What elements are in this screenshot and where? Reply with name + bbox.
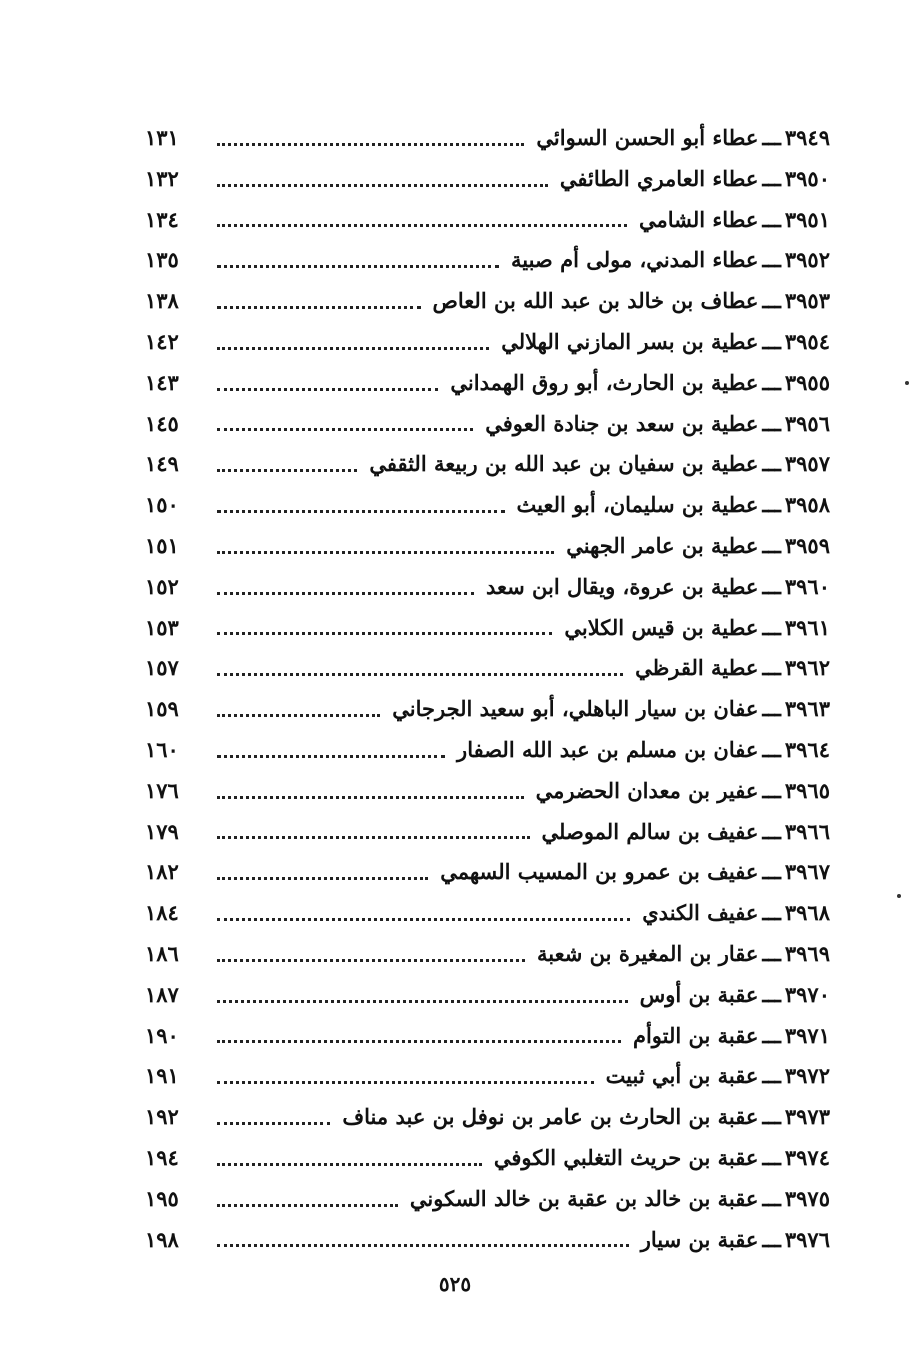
- entry-name: عفان بن سيار الباهلي، أبو سعيد الجرجاني: [392, 696, 759, 722]
- toc-entry: [145, 200, 830, 241]
- dot-leader: [217, 592, 474, 595]
- entry-number: ٣٩٧٣: [784, 1104, 830, 1130]
- entry-name: عطية بن بسر المازني الهلالي: [501, 328, 759, 354]
- toc-entry: [145, 1179, 830, 1220]
- toc-entry: [145, 485, 830, 526]
- margin-mark: [905, 381, 909, 385]
- entry-number: ٣٩٦٤: [784, 736, 830, 762]
- entry-number: ٣٩٥٤: [784, 328, 830, 354]
- dot-leader: [217, 1000, 628, 1003]
- entry-number: ٣٩٧٢: [784, 1063, 830, 1089]
- entry-name: عقبة بن الحارث بن عامر بن نوفل بن عبد مناف: [342, 1104, 759, 1130]
- entry-number: ٣٩٦٣: [784, 696, 830, 722]
- entry-number: ٣٩٦٥: [784, 777, 830, 803]
- entry-number: ٣٩٦٩: [784, 940, 830, 966]
- dot-leader: [217, 1040, 621, 1043]
- entry-number: ٣٩٧١: [784, 1022, 830, 1048]
- dot-leader: [217, 347, 489, 350]
- entry-page-number: ١٨٤: [145, 900, 179, 926]
- entry-separator: ـــ: [762, 206, 781, 232]
- toc-entry: [145, 444, 830, 485]
- entry-page-number: ١٣٤: [145, 206, 179, 232]
- entry-separator: ـــ: [762, 410, 781, 436]
- entry-separator: ـــ: [762, 165, 781, 191]
- entry-separator: ـــ: [762, 1144, 781, 1170]
- entry-name: عطية بن سليمان، أبو العيث: [516, 492, 759, 518]
- toc-entry: [145, 118, 830, 159]
- entry-name: عطاء العامري الطائفي: [559, 165, 759, 191]
- entry-separator: ـــ: [762, 573, 781, 599]
- entry-page-number: ١٦٠: [145, 736, 179, 762]
- entry-separator: ـــ: [762, 451, 781, 477]
- entry-name: عقبة بن التوأم: [632, 1022, 759, 1048]
- entry-page-number: ١٤٩: [145, 451, 179, 477]
- entry-number: ٣٩٦٢: [784, 655, 830, 681]
- entry-separator: ـــ: [762, 736, 781, 762]
- dot-leader: [217, 143, 524, 146]
- entry-number: ٣٩٧٤: [784, 1144, 830, 1170]
- toc-entry: [145, 363, 830, 404]
- toc-entry: [145, 812, 830, 853]
- toc-entry: [145, 975, 830, 1016]
- entry-page-number: ١٥٢: [145, 573, 179, 599]
- entry-separator: ـــ: [762, 859, 781, 885]
- entry-number: ٣٩٧٦: [784, 1226, 830, 1252]
- entry-number: ٣٩٧٠: [784, 981, 830, 1007]
- entry-name: عقبة بن خالد بن عقبة بن خالد السكوني: [409, 1185, 759, 1211]
- dot-leader: [217, 428, 473, 431]
- entry-page-number: ١٣٢: [145, 165, 179, 191]
- entry-page-number: ١٩٢: [145, 1104, 179, 1130]
- margin-mark: [897, 894, 901, 898]
- entry-number: ٣٩٦٧: [784, 859, 830, 885]
- entry-name: عقار بن المغيرة بن شعبة: [537, 940, 759, 966]
- dot-leader: [217, 1163, 482, 1166]
- dot-leader: [217, 224, 627, 227]
- entry-separator: ـــ: [762, 1022, 781, 1048]
- toc-entry: [145, 852, 830, 893]
- dot-leader: [217, 959, 525, 962]
- toc-entry: [145, 648, 830, 689]
- entry-separator: ـــ: [762, 1104, 781, 1130]
- dot-leader: [217, 836, 530, 839]
- toc-entry: [145, 771, 830, 812]
- entry-page-number: ١٤٢: [145, 328, 179, 354]
- table-of-contents: [145, 118, 830, 1260]
- entry-number: ٣٩٥٠: [784, 165, 830, 191]
- entry-number: ٣٩٥٥: [784, 369, 830, 395]
- entry-name: عطاء الشامي: [638, 206, 759, 232]
- dot-leader: [217, 796, 524, 799]
- dot-leader: [217, 714, 380, 717]
- entry-name: عطية بن عامر الجهني: [566, 532, 759, 558]
- entry-separator: ـــ: [762, 1226, 781, 1252]
- entry-name: عطية بن عروة، ويقال ابن سعد: [485, 573, 759, 599]
- entry-page-number: ١٤٣: [145, 369, 179, 395]
- entry-page-number: ١٣٨: [145, 288, 179, 314]
- entry-page-number: ١٧٦: [145, 777, 179, 803]
- entry-name: عقبة بن سيار: [640, 1226, 759, 1252]
- dot-leader: [217, 1081, 594, 1084]
- entry-number: ٣٩٦٠: [784, 573, 830, 599]
- dot-leader: [217, 551, 554, 554]
- entry-page-number: ١٨٢: [145, 859, 179, 885]
- entry-name: عقبة بن أبي ثبيت: [605, 1063, 759, 1089]
- toc-entry: [145, 934, 830, 975]
- entry-separator: ـــ: [762, 1063, 781, 1089]
- entry-separator: ـــ: [762, 1185, 781, 1211]
- toc-entry: [145, 1097, 830, 1138]
- toc-entry: [145, 526, 830, 567]
- dot-leader: [217, 388, 438, 391]
- entry-separator: ـــ: [762, 288, 781, 314]
- entry-page-number: ١٨٧: [145, 981, 179, 1007]
- entry-number: ٣٩٤٩: [784, 125, 830, 150]
- entry-separator: ـــ: [762, 369, 781, 395]
- entry-page-number: ١٣١: [145, 125, 179, 150]
- entry-name: عطية القرظي: [635, 655, 759, 681]
- toc-entry: [145, 1056, 830, 1097]
- dot-leader: [217, 1204, 398, 1207]
- entry-number: ٣٩٥٩: [784, 532, 830, 558]
- toc-entry: [145, 281, 830, 322]
- entry-name: عفيف بن سالم الموصلي: [541, 818, 759, 844]
- entry-separator: ـــ: [762, 492, 781, 518]
- entry-page-number: ١٥١: [145, 532, 179, 558]
- entry-separator: ـــ: [762, 125, 781, 150]
- dot-leader: [217, 918, 630, 921]
- entry-separator: ـــ: [762, 940, 781, 966]
- entry-page-number: ١٥٧: [145, 655, 179, 681]
- entry-separator: ـــ: [762, 655, 781, 681]
- entry-page-number: ١٥٠: [145, 492, 179, 518]
- entry-name: عفيف بن عمرو بن المسيب السهمي: [440, 859, 759, 885]
- toc-entry: [145, 567, 830, 608]
- entry-number: ٣٩٥٣: [784, 288, 830, 314]
- entry-separator: ـــ: [762, 247, 781, 273]
- dot-leader: [217, 1122, 330, 1125]
- entry-page-number: ١٤٥: [145, 410, 179, 436]
- dot-leader: [217, 184, 548, 187]
- entry-number: ٣٩٦٨: [784, 900, 830, 926]
- dot-leader: [217, 877, 428, 880]
- entry-page-number: ١٩٥: [145, 1185, 179, 1211]
- entry-page-number: ١٥٣: [145, 614, 179, 640]
- dot-leader: [217, 265, 499, 268]
- toc-entry: [145, 404, 830, 445]
- toc-entry: [145, 730, 830, 771]
- entry-number: ٣٩٥١: [784, 206, 830, 232]
- dot-leader: [217, 755, 445, 758]
- entry-separator: ـــ: [762, 328, 781, 354]
- entry-name: عطاء أبو الحسن السوائي: [536, 125, 759, 150]
- entry-name: عطاء المدني، مولى أم صبية: [511, 247, 759, 273]
- toc-entry: [145, 608, 830, 649]
- entry-separator: ـــ: [762, 696, 781, 722]
- toc-entry: [145, 240, 830, 281]
- entry-name: عطية بن قيس الكلابي: [564, 614, 759, 640]
- entry-number: ٣٩٦١: [784, 614, 830, 640]
- entry-page-number: ١٣٥: [145, 247, 179, 273]
- entry-number: ٣٩٦٦: [784, 818, 830, 844]
- entry-separator: ـــ: [762, 818, 781, 844]
- entry-number: ٣٩٥٨: [784, 492, 830, 518]
- page-number: ٥٢٥: [438, 1272, 472, 1296]
- dot-leader: [217, 469, 357, 472]
- dot-leader: [217, 1244, 629, 1247]
- entry-page-number: ١٧٩: [145, 818, 179, 844]
- entry-page-number: ١٩٤: [145, 1144, 179, 1170]
- entry-name: عطية بن سفيان بن عبد الله بن ربيعة الثقفي: [369, 451, 759, 477]
- entry-name: عفير بن معدان الحضرمي: [535, 777, 759, 803]
- toc-entry: [145, 1138, 830, 1179]
- entry-separator: ـــ: [762, 532, 781, 558]
- entry-number: ٣٩٧٥: [784, 1185, 830, 1211]
- entry-name: عقبة بن أوس: [639, 981, 759, 1007]
- entry-number: ٣٩٥٢: [784, 247, 830, 273]
- entry-number: ٣٩٥٧: [784, 451, 830, 477]
- toc-entry: [145, 1016, 830, 1057]
- entry-page-number: ١٨٦: [145, 940, 179, 966]
- entry-page-number: ١٩٠: [145, 1022, 179, 1048]
- entry-name: عفان بن مسلم بن عبد الله الصفار: [457, 736, 759, 762]
- entry-page-number: ١٥٩: [145, 696, 179, 722]
- entry-page-number: ١٩٨: [145, 1226, 179, 1252]
- toc-entry: [145, 322, 830, 363]
- dot-leader: [217, 306, 421, 309]
- entry-number: ٣٩٥٦: [784, 410, 830, 436]
- dot-leader: [217, 510, 505, 513]
- entry-name: عطية بن سعد بن جنادة العوفي: [485, 410, 759, 436]
- entry-separator: ـــ: [762, 981, 781, 1007]
- dot-leader: [217, 673, 623, 676]
- entry-separator: ـــ: [762, 900, 781, 926]
- entry-name: عطاف بن خالد بن عبد الله بن العاص: [432, 288, 759, 314]
- dot-leader: [217, 632, 552, 635]
- toc-entry: [145, 159, 830, 200]
- toc-entry: [145, 689, 830, 730]
- entry-page-number: ١٩١: [145, 1063, 179, 1089]
- toc-entry: [145, 1220, 830, 1261]
- entry-name: عفيف الكندي: [642, 900, 759, 926]
- toc-entry: [145, 893, 830, 934]
- entry-separator: ـــ: [762, 777, 781, 803]
- entry-separator: ـــ: [762, 614, 781, 640]
- entry-name: عطية بن الحارث، أبو روق الهمداني: [450, 369, 759, 395]
- entry-name: عقبة بن حريث التغلبي الكوفي: [493, 1144, 759, 1170]
